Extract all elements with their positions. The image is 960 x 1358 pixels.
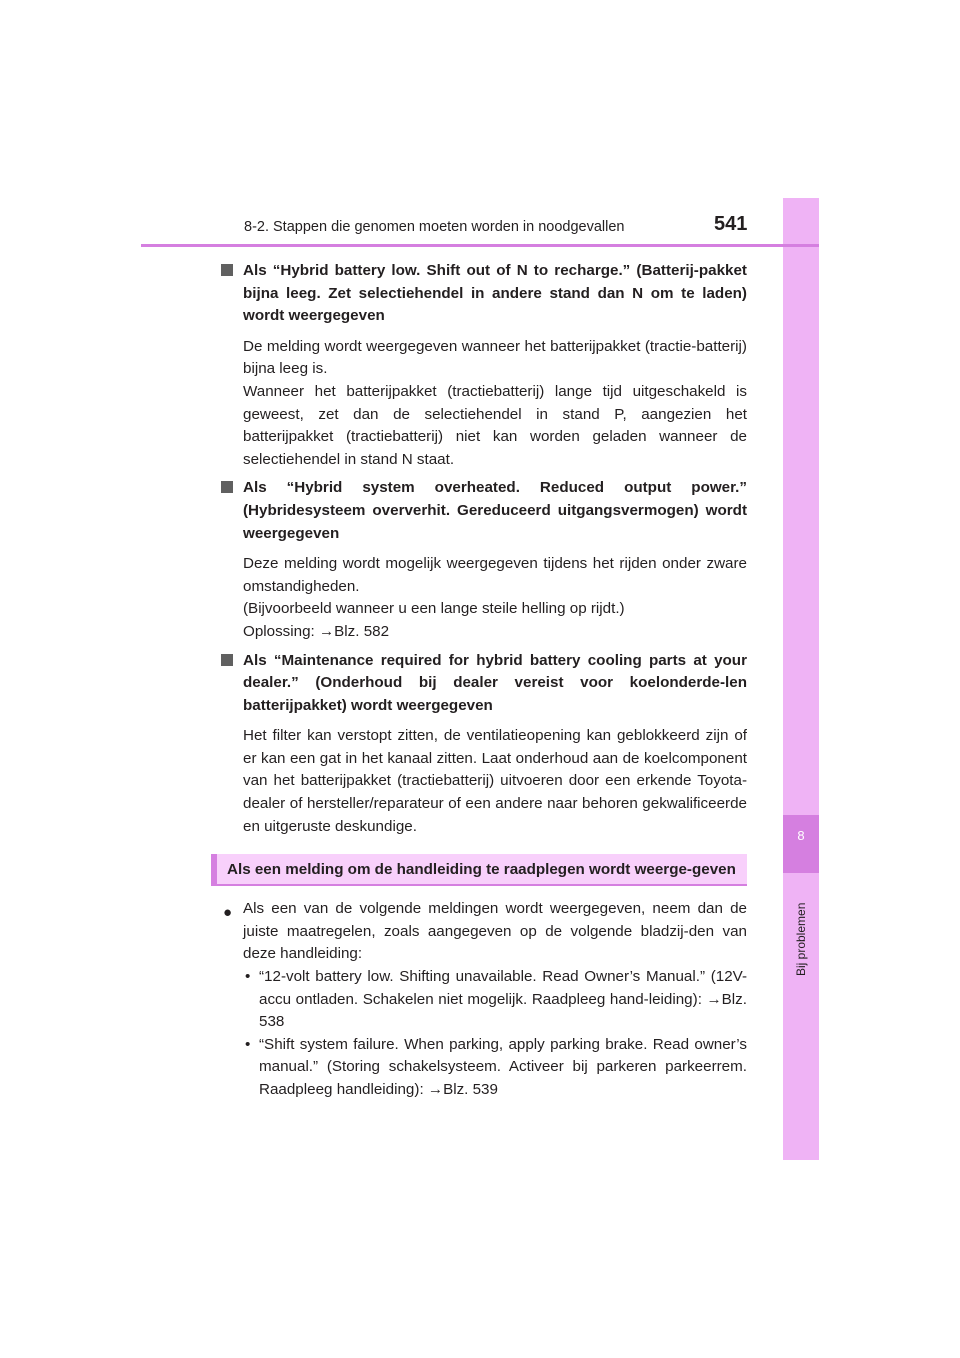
message-list xyxy=(211,966,747,1102)
square-marker-icon xyxy=(221,654,233,666)
chapter-number-box xyxy=(783,815,819,873)
chapter-title: Bij problemen xyxy=(794,902,808,976)
list-item-text: “Shift system failure. When parking, apply parking brake. Read owner’s manual.” (Storing schakelsysteem. Activeer bij parkeren parkeerrem. Raadpleeg handleiding): →Blz. 539 xyxy=(259,1035,747,1098)
warning-item xyxy=(211,650,747,839)
running-header: 8-2. Stappen die genomen moeten worden in noodgevallen xyxy=(244,219,625,235)
list-item xyxy=(243,966,747,1034)
paragraph: (Bijvoorbeeld wanneer u een lange steile helling op rijdt.) xyxy=(243,600,625,618)
bullet-dot-icon: • xyxy=(245,968,251,986)
item-heading xyxy=(211,477,747,545)
item-heading xyxy=(211,650,747,718)
filled-circle-icon: ● xyxy=(223,904,233,922)
section-intro-text: Als een van de volgende meldingen wordt weergegeven, neem dan de juiste maatregelen, zoals aangegeven op de volgende bladzij-den van deze handleiding: xyxy=(243,900,747,963)
paragraph: Oplossing: →Blz. 582 xyxy=(243,622,390,640)
paragraph: Het filter kan verstopt zitten, de ventilatieopening kan geblokkeerd zijn of er kan een gat in het kanaal zitten. Laat onderhoud aan de koelcomponent van het batterijpakket (tractiebatterij) uitvoeren door een erkende Toyota-dealer of hersteller/reparateur of een andere naar behoren gekwalificeerde en uitgeruste deskundige. xyxy=(243,727,747,835)
list-item-text: “12-volt battery low. Shifting unavailable. Read Owner’s Manual.” (12V-accu ontladen. Schakelen niet mogelijk. Raadpleeg hand-leiding): →Blz. 538 xyxy=(259,968,747,1031)
item-body xyxy=(211,725,747,838)
warning-item xyxy=(211,260,747,471)
page-content xyxy=(211,254,747,1102)
item-heading-text: Als “Hybrid battery low. Shift out of N to recharge.” (Batterij-pakket bijna leeg. Zet selectiehendel in andere stand dan N om te laden) wordt weergegeven xyxy=(243,262,747,325)
item-body xyxy=(211,553,747,643)
paragraph: De melding wordt weergegeven wanneer het batterijpakket (tractie-batterij) bijna leeg is. xyxy=(243,337,747,378)
warning-item xyxy=(211,477,747,643)
section-heading: Als een melding om de handleiding te raadplegen wordt weerge-geven xyxy=(227,861,736,879)
paragraph: Wanneer het batterijpakket (tractiebatterij) lange tijd uitgeschakeld is geweest, zet dan de selectiehendel in stand P, aangezien het batterijpakket (tractiebatterij) niet kan worden geladen wanneer de selectiehendel in stand N staat. xyxy=(243,382,747,468)
paragraph: Deze melding wordt mogelijk weergegeven tijdens het rijden onder zware omstandigheden. xyxy=(243,555,747,595)
square-marker-icon xyxy=(221,481,233,493)
list-item xyxy=(243,1034,747,1102)
page-number: 541 xyxy=(714,213,748,235)
section-intro xyxy=(211,898,747,966)
section-heading-box xyxy=(211,854,747,886)
header-rule xyxy=(141,244,819,247)
item-heading-text: Als “Hybrid system overheated. Reduced output power.” (Hybridesysteem oververhit. Gereduceerd uitgangsvermogen) wordt weergegeven xyxy=(243,479,747,542)
item-heading-text: Als “Maintenance required for hybrid battery cooling parts at your dealer.” (Onderhoud bij dealer vereist voor koelonderde-len batterijpakket) wordt weergegeven xyxy=(243,651,747,714)
chapter-number: 8 xyxy=(797,828,805,843)
bullet-dot-icon: • xyxy=(245,1035,251,1053)
item-heading xyxy=(211,260,747,328)
side-tab xyxy=(783,198,819,1160)
square-marker-icon xyxy=(221,264,233,276)
item-body xyxy=(211,336,747,472)
